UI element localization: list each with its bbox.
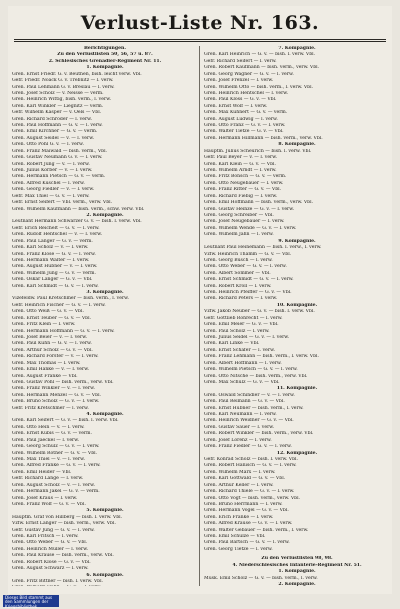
- section-heading: 1. Kompagnie.: [278, 569, 316, 575]
- casualty-entry: Gren. Robert Hanisch — G. v. — l. verw.: [204, 463, 297, 469]
- casualty-entry: Gren. Emil Meier — G. v. — Vbl.: [204, 322, 279, 328]
- casualty-entry: Gren. August Ludwig — l. verw.: [204, 116, 278, 122]
- section-heading: 12. Kompagnie.: [276, 450, 318, 456]
- casualty-entry: Gren. Karl Heinrich — G. v. — bish. l. verw. Vbl.: [204, 52, 316, 58]
- casualty-entry: Gren. Fritz Bittner — bish. l. verw. Vbl.: [12, 579, 104, 585]
- left-column: [12, 46, 198, 586]
- casualty-entry: Gren. Otto Vogt — bish. verm., verw. Vbl.: [204, 495, 301, 501]
- page-title: Verlust-Liste Nr. 163.: [80, 12, 320, 34]
- stamp-line: Kriegsbibliothek: [5, 603, 38, 609]
- casualty-entry: Vzfw. Ernst Langer — bish. verm., verw. Vbl.: [12, 521, 116, 527]
- section-heading: 2. Kompagnie.: [86, 212, 124, 218]
- casualty-entry: Gren. Karl Winkler — Liegnitz — verm.: [12, 103, 104, 109]
- casualty-entry: Gren. Heinrich Hentschel — l. verw.: [204, 90, 289, 96]
- casualty-entry: Gren. Heinrich Pfeiffer — G. v. — Vbl.: [204, 290, 292, 296]
- casualty-entry: Gren. Ernst Kubis — G. v. — verm.: [12, 431, 92, 437]
- casualty-entry: Leutnant Paul Heinemann — bish. l. verw., l. verw.: [204, 245, 322, 251]
- casualty-entry: Gren. Robert Klose — G. v. — Vbl.: [12, 559, 91, 565]
- casualty-entry: Gren. Otto Nitsche — bish. verm., verw. Vbl.: [204, 373, 308, 379]
- casualty-entry: Vzfw. Jakob Neuber — G. v. — bish. l. verw. Vbl.: [204, 309, 315, 315]
- casualty-entry: Gren. Oskar Langer — G. v. — Vbl.: [12, 277, 93, 283]
- section-heading: 5. Kompagnie.: [86, 508, 124, 514]
- casualty-entry: Gren. Otto Weber — G. v. — l. verw.: [204, 264, 287, 270]
- casualty-entry: Gren. Ernst Friedr. G. v. Beuthen, bish. leicht verw. Vbl.: [12, 71, 142, 77]
- casualty-entry: Gren. Karl Scholz — v. — l. verw.: [12, 245, 89, 251]
- casualty-entry: Gren. Karl Neumann — l. verw.: [204, 412, 277, 418]
- casualty-entry: Gren. August Scholz — v. — l. verw.: [12, 482, 95, 488]
- casualty-entry: Gren. Heinrich Weidner — G. v. — Vbl.: [204, 418, 294, 424]
- section-heading: 2. Kompagnie.: [278, 582, 316, 586]
- casualty-entry: Gren. Karl Schmidt — G. v. — l. verw.: [12, 283, 99, 289]
- casualty-entry: Gren. Emil Hoffmann — bish. verm., verw. Vbl.: [204, 200, 314, 206]
- casualty-entry: Gren. Karl Linke — Vbl.: [204, 341, 260, 347]
- section-heading: 7. Kompagnie.: [278, 46, 316, 51]
- casualty-entry: Gefr. Richard Lange — l. verw.: [12, 476, 84, 482]
- casualty-entry: Gren. Otto Franz — G. v. — l. verw.: [204, 123, 286, 129]
- column-divider: [199, 46, 200, 586]
- casualty-entry: Gren. Wilhelm Jung — G. v. — verm.: [12, 270, 96, 276]
- casualty-entry: Gren. Albert Sommer — Vbl.: [204, 270, 271, 276]
- casualty-entry: Gren. Richard Schröder — l. verw.: [12, 116, 93, 122]
- casualty-entry: Gren. Franz Lehmann — bish. verm., l. verw. Vbl.: [204, 354, 319, 360]
- casualty-entry: Gefr. Gustav Jung — G. v. — l. verw.: [12, 527, 95, 533]
- section-heading: Zu den Verlustlisten 98, 98.: [261, 556, 333, 562]
- casualty-entry: Gren. Ernst Schmidt — G. v. — l. verw.: [204, 277, 294, 283]
- casualty-entry: Gren. Paul Hoffmann — G. v. — l. verw.: [12, 123, 103, 129]
- casualty-entry: Gren. Franz Fiedler — G. v. — l. verw.: [204, 444, 292, 450]
- casualty-entry: Gren. Richard Peters — l. verw.: [204, 296, 278, 302]
- casualty-entry: Gren. Wilhelm Otto — bish. verm., l. verw. Vbl.: [204, 84, 314, 90]
- casualty-entry: Gren. Richard Förster — v. — l. verw.: [12, 354, 99, 360]
- casualty-entry: Gren. Wilhelm Wende — G. v. — l. verw.: [204, 225, 297, 231]
- casualty-entry: Gren. Robert Kroll — l. verw.: [204, 283, 272, 289]
- casualty-entry: Gren. Hermann Walter — l. verw.: [12, 257, 90, 263]
- title-rule: [14, 39, 386, 40]
- casualty-entry: Gren. Georg Wagner — G. v. — l. verw.: [204, 71, 294, 77]
- casualty-entry: Gren. Otto Hein — v. — l. verw.: [12, 424, 85, 430]
- casualty-entry: Gren. Wilhelm Arndt — l. verw.: [204, 168, 277, 174]
- casualty-entry: Vizefeldw. Paul Kretschmer — bish. verm., l. verw.: [12, 296, 129, 302]
- casualty-entry: Gren. Richard Fiebig — l. verw.: [204, 193, 278, 199]
- casualty-entry: Gren. Erich Franke — l. verw.: [204, 514, 274, 520]
- casualty-entry: Gren. Paul Langer — G. v. — verm.: [12, 238, 93, 244]
- casualty-entry: Gren. Robert Jung — v. — l. verw.: [12, 161, 90, 167]
- casualty-entry: Gren. Georg Busch — l. verw.: [204, 257, 273, 263]
- casualty-entry: Gren. Hermann Jäkel — G. v. — verm.: [12, 489, 100, 495]
- casualty-entry: Gren. Paul Kloss — G. v. — Vbl.: [204, 97, 277, 103]
- casualty-entry: Gren. Richard Thiele — G. v. — l. verw.: [204, 489, 295, 495]
- casualty-entry: Gren. Wilhelm Kaufmann — bish. verm., schw. verw. Vbl.: [12, 206, 145, 212]
- casualty-entry: Gren. Otto Weiß — G. v. — Vbl.: [12, 309, 84, 315]
- casualty-entry: Gren. Hermann Hillmann — bish. verm., verw. Vbl.: [204, 135, 323, 141]
- casualty-entry: Gren. Heinrich Wittig, bish. verm., l. verw.: [12, 97, 112, 103]
- casualty-entry: Gren. Ernst Wolf — l. verw.: [204, 103, 268, 109]
- stamp-line: Dieses Bild stammt aus: [5, 595, 53, 600]
- casualty-entry: Gren. Paul Bartsch — G. v. — l. verw.: [204, 540, 290, 546]
- casualty-entry: Gren. Paul Kühn — G. v. — l. verw.: [12, 341, 92, 347]
- casualty-entry: Gren. Wilhelm Marx — l. verw.: [204, 469, 276, 475]
- casualty-entry: Gren. Bruno Scholz — G. v. — l. verw.: [12, 399, 100, 405]
- casualty-entry: Gren. August Seidel — v. — l. verw.: [12, 135, 95, 141]
- casualty-entry: Gefr. Paul Beyer — v. — l. verw.: [204, 155, 278, 161]
- casualty-entry: Gren. Oswald Schindler — v. — l. verw.: [204, 392, 295, 398]
- casualty-entry: Gren. Hermann Vogel — G. v. — Vbl.: [204, 508, 289, 514]
- casualty-entry: Gren. Paul Reimann — G. v. — Vbl.: [204, 399, 285, 405]
- casualty-entry: Gren. Josef Kraus — l. verw.: [12, 495, 78, 501]
- stamp-line: den Sammlungen der: [5, 599, 49, 605]
- casualty-entry: Gren. Albert Hoffmann — l. verw.: [204, 360, 282, 366]
- casualty-entry: Gren. Fritz Klein — l. verw.: [12, 322, 76, 328]
- casualty-entry: Gren. Alfred Kuschel — l. verw.: [12, 180, 85, 186]
- casualty-entry: Gefr. Fritz Kretschmer — l. verw.: [12, 405, 89, 411]
- casualty-entry: Gren. Emil Kirchner — G. v. — verm.: [12, 129, 98, 135]
- casualty-entry: Gren. Fritz Bönsch — G. v. — verm.: [204, 174, 287, 180]
- casualty-entry: Gren. Otto Neugebauer — l. verw.: [204, 180, 284, 186]
- casualty-entry: Gren. Josef Beier — v. — l. verw.: [12, 334, 88, 340]
- casualty-entry: Gren. Georg Schreiber — Vbl.: [204, 212, 274, 218]
- section-heading: 1. Kompagnie.: [86, 65, 124, 71]
- casualty-entry: Gren. Franz Maiwald — bish. verm., Vbl.: [12, 148, 108, 154]
- casualty-entry: Gren. Arthur Keller — l. verw.: [204, 482, 274, 488]
- casualty-entry: [12, 585, 198, 586]
- casualty-entry: Gren. Otto Pohl G. v. — l. verw.: [12, 142, 84, 148]
- casualty-entry: Gren. Paul Lehmann G. v. Breslau — l. verw.: [12, 84, 115, 90]
- casualty-entry: Hauptm. Graf von Hillberg — bish. l. verw. Vbl.: [12, 514, 123, 520]
- section-heading: 4. Kompagnie.: [86, 412, 124, 418]
- casualty-entry: Gren. Karl Seifert — G. v. — bish. l. verw. Vbl.: [12, 418, 119, 424]
- casualty-entry: Gren. Alfred Franke — G. v. — l. verw.: [12, 463, 101, 469]
- casualty-entry: Gren. Max Kuhnert — G. v. — verm.: [204, 110, 288, 116]
- section-heading: Berichtigungen.: [84, 46, 126, 51]
- casualty-entry: Gefr. Gottlieb Rohrecht — l. verw.: [204, 315, 283, 321]
- casualty-entry: Gren. Wilhelm Rother — G. v. — Vbl.: [12, 450, 98, 456]
- casualty-entry: Musk. Emil Scholz — G. v. — bish. verm., l. verw.: [204, 575, 318, 581]
- casualty-entry: Gren. Georg Schulz — G. v. — l. verw.: [12, 444, 100, 450]
- casualty-entry: Gren. Heinrich Müller — l. verw.: [12, 546, 89, 552]
- casualty-entry: Gren. August Franke — Vbl.: [12, 373, 78, 379]
- casualty-entry: Gren. Georg Tietze — l. verw.: [204, 546, 273, 552]
- casualty-entry: Gren. Paul Jaeckel — l. verw.: [12, 437, 80, 443]
- casualty-entry: Gren. Paul Krause — bish. verm., verw. Vbl.: [12, 553, 114, 559]
- casualty-entry: Gren. Josef Scholz — v. Neisse — verm.: [12, 90, 104, 96]
- casualty-entry: Gren. Karl Fritsch — l. verw.: [12, 534, 79, 540]
- casualty-entry: Gren. Max Thomas — l. verw.: [12, 360, 81, 366]
- casualty-entry: Gren. Robert Winkler — bish. verm., verw. Vbl.: [204, 431, 314, 437]
- casualty-entry: Leutnant Hermann Schwarzer G. v. — bish. l. verw. Vbl.: [12, 219, 142, 225]
- casualty-entry: Gren. August Schwarz — l. verw.: [12, 566, 89, 572]
- section-heading: 4. Niederschlesisches Infanterie-Regiment Nr. 51.: [232, 562, 362, 568]
- casualty-entry: Gren. Walter Tietze — G. v. — Vbl.: [204, 129, 284, 135]
- section-heading: 3. Kompagnie.: [86, 290, 124, 296]
- casualty-entry: Gren. Josef Lorenz — l. verw.: [204, 437, 272, 443]
- casualty-entry: Gren. Arthur Scholz — G. v. — Vbl.: [12, 347, 93, 353]
- casualty-entry: Gefr. Friedr. Noack G. v. Trebnitz — l. verw.: [12, 78, 114, 84]
- casualty-entry: Gren. Hermann Pietsch — G. v. — verm.: [12, 174, 106, 180]
- casualty-entry: Gren. Gustav Sauer — l. verw.: [204, 424, 275, 430]
- casualty-entry: Gren. Rudolf Hentschel — v. — l. verw.: [12, 232, 103, 238]
- casualty-entry: Gren. Josef Neugebauer — l. verw.: [204, 219, 285, 225]
- casualty-entry: Gren. Karl Gottwald — G. v. — Vbl.: [204, 476, 286, 482]
- section-heading: 8. Kompagnie.: [278, 142, 316, 148]
- library-stamp: [3, 595, 59, 607]
- section-heading: 6. Kompagnie.: [86, 572, 124, 578]
- casualty-entry: Gren. Gustav Heinze — G. v. — l. verw.: [204, 206, 295, 212]
- casualty-entry: Gren. Hermann Hoffmann — G. v. — l. verw.: [12, 328, 115, 334]
- title-rule: [14, 41, 386, 42]
- casualty-entry: Gren. Hermann Menzel — G. v. — Vbl.: [12, 392, 101, 398]
- casualty-entry: Gren. Franz Ritter — G. v. — Vbl.: [204, 187, 282, 193]
- casualty-entry: Gren. Ernst Hübner — bish. verm., l. verw.: [204, 405, 304, 411]
- casualty-entry: Vzfw. Heinrich Thamm — G. v. — Vbl.: [204, 251, 292, 257]
- casualty-entry: Gren. Wilhelm Jahn — l. verw.: [204, 232, 274, 238]
- casualty-entry: Gren. Bruno Herrmann — l. verw.: [204, 501, 283, 507]
- casualty-entry: Gefr. Richard Seifert — l. verw.: [204, 58, 277, 64]
- loss-list-page: [8, 6, 392, 594]
- section-heading: 11. Kompagnie.: [276, 386, 318, 392]
- casualty-entry: Gren. Emil Hanke — v. — l. verw.: [12, 367, 90, 373]
- casualty-entry: Gren. Wilhelm Pietsch — G. v. — l. verw.: [204, 367, 298, 373]
- section-heading: 2. Schlesisches Grenadier-Regiment Nr. 11.: [48, 58, 162, 64]
- casualty-entry: Gren. Josef Frenzel — l. verw.: [204, 78, 274, 84]
- casualty-entry: Gren. Robert Kaufmann — bish. verm., verw. Vbl.: [204, 65, 320, 71]
- casualty-entry: Hauptm. Julius Scheurich — bish. l. verw. Vbl.: [204, 148, 312, 154]
- casualty-entry: Gefr. Ernst Seifert — Vbl. verm., verw. Vbl.: [12, 200, 113, 206]
- casualty-entry: Gren. Max Schulz — G. v. — Vbl.: [204, 379, 280, 385]
- casualty-entry: Gren. Franz Klose — G. v. — l. verw.: [12, 251, 96, 257]
- casualty-entry: Gren. Emil Schulze — Vbl.: [204, 534, 266, 540]
- casualty-entry: Gren. Franz Wolf — G. v. — Vbl.: [12, 501, 86, 507]
- casualty-entry: Gren. Walter Gebauer — bish. verm., l. verw.: [204, 527, 309, 533]
- section-heading: 9. Kompagnie.: [278, 238, 316, 244]
- casualty-entry: Gren. Georg Fiedler — v. — l. verw.: [12, 187, 95, 193]
- casualty-entry: Gren. Alfred Krause — G. v. — l. verw.: [204, 521, 293, 527]
- casualty-entry: Gren. Karl Klein — G. v. — Vbl.: [204, 161, 276, 167]
- casualty-entry: Gefr. Wilhelm Kasper — v. Oels — Vbl.: [12, 110, 102, 116]
- casualty-entry: Gren. Gustav Pohl — bish. verm., verw. Vbl.: [12, 379, 114, 385]
- casualty-entry: Gren. Julius Seidel — G. v. — l. verw.: [204, 334, 290, 340]
- casualty-entry: Gren. Franz Winkler — v. — l. verw.: [12, 386, 95, 392]
- casualty-entry: Gren. Max Thiel — v. — l. verw.: [12, 457, 85, 462]
- casualty-entry: Gren. Paul Scholz — l. verw.: [204, 328, 270, 334]
- casualty-entry: Gren. Ernst Schäfer — l. verw.: [204, 347, 275, 353]
- casualty-entry: Gefr. Erich Reichelt — G. v. — l. verw.: [12, 225, 100, 231]
- casualty-entry: Gren. August Hübner — v. — l. verw.: [12, 264, 98, 270]
- casualty-entry: Gren. Emil Heider — Vbl.: [12, 469, 72, 475]
- casualty-entry: Gren. Julius Körber — v. — l. verw.: [12, 168, 93, 174]
- casualty-entry: Gren. Gustav Neumann G. v. — l. verw.: [12, 155, 103, 161]
- section-heading: Zu den Verlustlisten 50, 56, 57 u. 87.: [57, 52, 153, 58]
- casualty-entry: Gefr. Konrad Scholz — bish. l. verw. Vbl.: [204, 457, 298, 462]
- section-heading: 10. Kompagnie.: [276, 302, 318, 308]
- casualty-entry: Gefr. Max Thiel — G. v. — l. verw.: [12, 193, 90, 199]
- casualty-entry: Gefr. Heinrich Fischer — G. v. — l. verw.: [12, 302, 106, 308]
- casualty-entry: Gren. Otto Weber — G. v. — Vbl.: [12, 540, 88, 546]
- right-column: [204, 46, 390, 586]
- casualty-entry: Gren. Ernst Teuber — G. v. — Vbl.: [12, 315, 92, 321]
